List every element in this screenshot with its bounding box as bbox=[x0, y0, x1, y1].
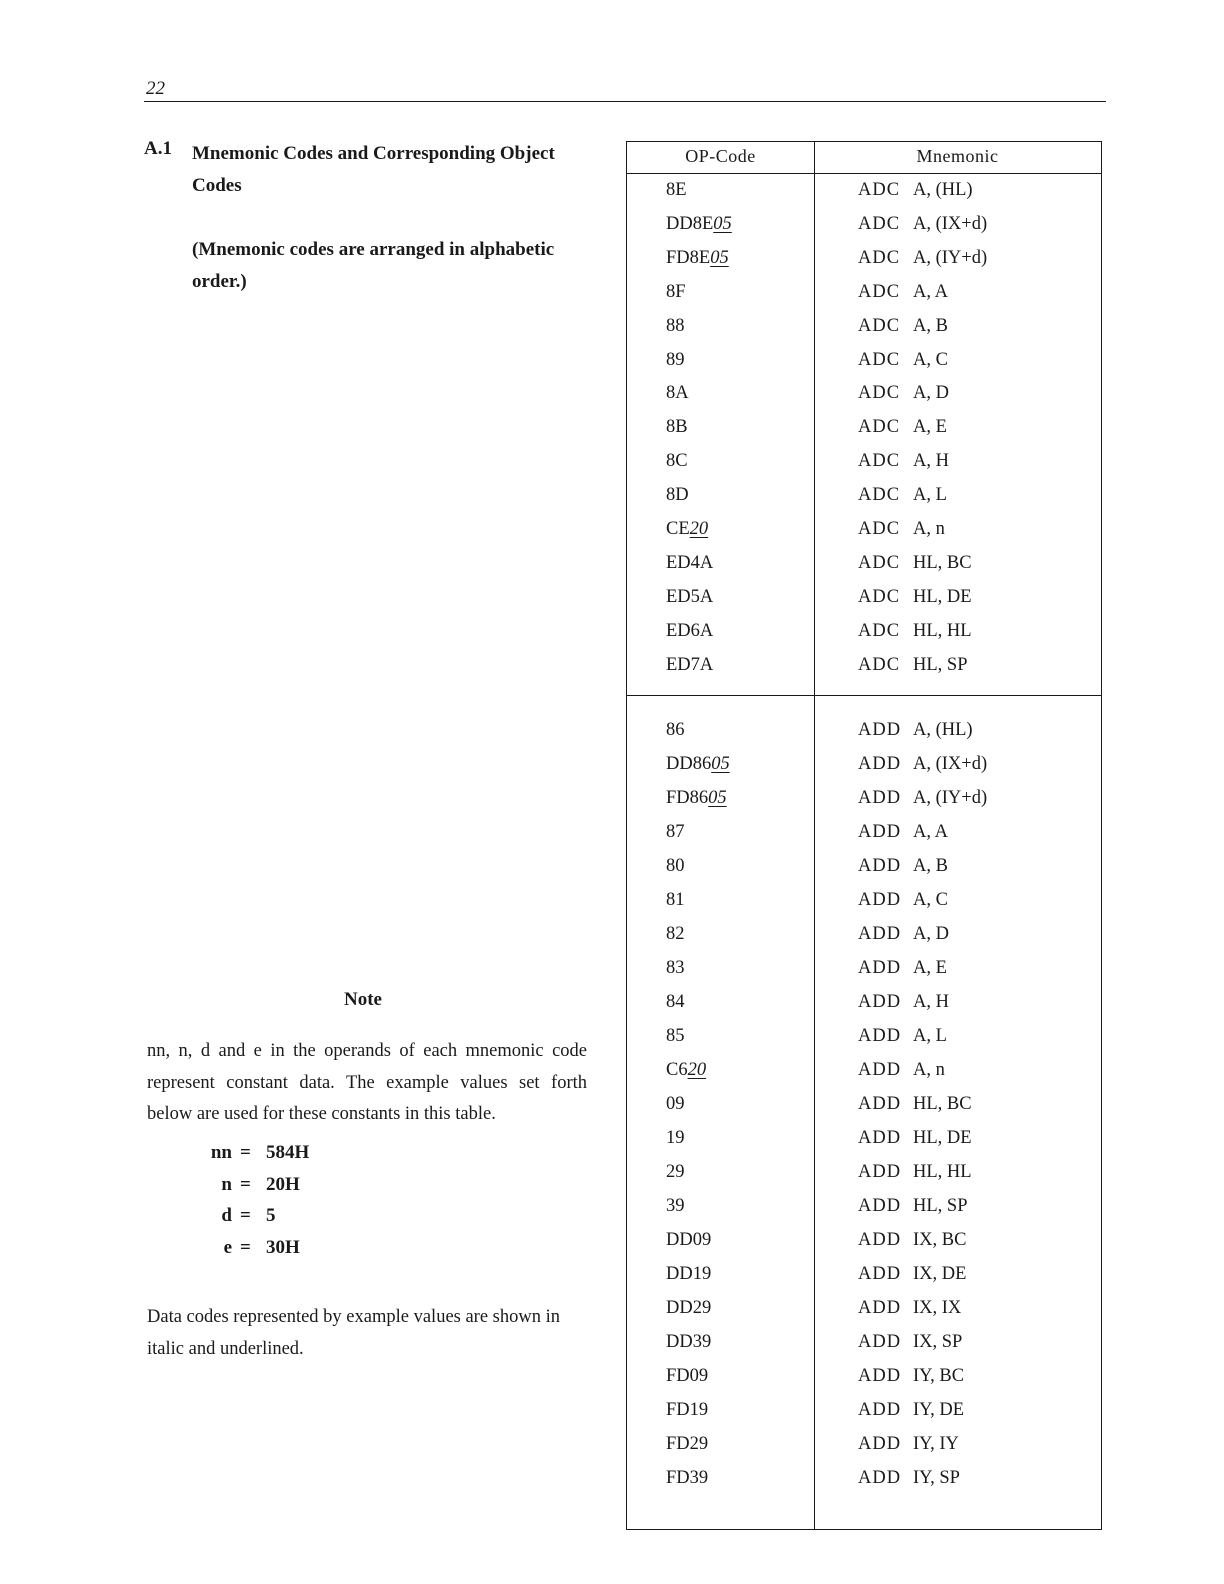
table-row bbox=[627, 549, 1103, 579]
opcode-header: OP-Code bbox=[685, 146, 756, 166]
opcode-table bbox=[626, 141, 1102, 1530]
opcode-text: 89 bbox=[666, 349, 685, 370]
opcode-cell bbox=[666, 958, 685, 979]
operand-cell: A, H bbox=[913, 992, 949, 1012]
table-row bbox=[627, 1430, 1103, 1460]
example-data-code: 20 bbox=[687, 1060, 707, 1080]
opcode-cell bbox=[666, 1434, 708, 1455]
opcode-text: 87 bbox=[666, 822, 685, 842]
opcode-text: DD09 bbox=[666, 1230, 712, 1250]
operand-cell: A, A bbox=[913, 822, 948, 842]
opcode-cell bbox=[666, 1366, 708, 1387]
operand-cell: HL, SP bbox=[913, 1196, 968, 1216]
instruction-cell: ADC bbox=[858, 586, 901, 607]
instruction-cell: ADC bbox=[858, 519, 901, 539]
operand-cell: A, (IX+d) bbox=[913, 213, 988, 234]
opcode-cell bbox=[666, 1298, 711, 1319]
instruction-cell: ADC bbox=[858, 213, 901, 234]
table-row bbox=[627, 750, 1103, 780]
instruction-cell: ADD bbox=[858, 1332, 902, 1352]
opcode-cell bbox=[666, 1332, 711, 1353]
opcode-text: 80 bbox=[666, 856, 685, 876]
instruction-cell: ADD bbox=[858, 1230, 902, 1250]
table-row bbox=[627, 954, 1103, 984]
operand-cell: IY, IY bbox=[913, 1434, 959, 1454]
instruction-cell: ADD bbox=[858, 788, 902, 808]
instruction-cell: ADC bbox=[858, 451, 901, 472]
table-row bbox=[627, 818, 1103, 848]
opcode-text: 83 bbox=[666, 958, 685, 978]
instruction-cell: ADC bbox=[858, 247, 901, 268]
opcode-cell bbox=[666, 1026, 685, 1047]
instruction-cell: ADC bbox=[858, 654, 901, 675]
constant-value: 5 bbox=[266, 1205, 276, 1226]
opcode-text: 84 bbox=[666, 992, 685, 1012]
table-row bbox=[627, 515, 1103, 545]
opcode-text: 8B bbox=[666, 417, 688, 438]
instruction-cell: ADD bbox=[858, 754, 902, 774]
operand-cell: HL, HL bbox=[913, 620, 972, 641]
opcode-text: 8D bbox=[666, 485, 689, 506]
instruction-cell: ADD bbox=[858, 1060, 902, 1080]
opcode-text: DD39 bbox=[666, 1332, 712, 1352]
opcode-text: 8F bbox=[666, 281, 686, 302]
opcode-text: 88 bbox=[666, 315, 685, 336]
operand-cell: A, D bbox=[913, 924, 949, 944]
opcode-text: 19 bbox=[666, 1128, 685, 1148]
opcode-text: FD39 bbox=[666, 1468, 709, 1488]
instruction-cell: ADD bbox=[858, 924, 902, 944]
table-row bbox=[627, 278, 1103, 308]
table-row bbox=[627, 1362, 1103, 1392]
example-data-code: 05 bbox=[710, 247, 729, 268]
opcode-cell bbox=[666, 822, 685, 843]
table-row bbox=[627, 920, 1103, 950]
opcode-cell bbox=[666, 383, 689, 404]
instruction-cell: ADC bbox=[858, 620, 901, 641]
operand-cell: A, L bbox=[913, 485, 947, 506]
operand-cell: IY, DE bbox=[913, 1400, 965, 1420]
opcode-text: DD29 bbox=[666, 1298, 712, 1318]
table-row bbox=[627, 210, 1103, 240]
table-row bbox=[627, 617, 1103, 647]
opcode-cell bbox=[666, 1060, 706, 1081]
operand-cell: A, B bbox=[913, 315, 948, 336]
table-row bbox=[627, 1396, 1103, 1426]
header-divider bbox=[627, 173, 1101, 174]
opcode-text: C6 bbox=[666, 1060, 688, 1080]
operand-cell: A, C bbox=[913, 349, 948, 370]
opcode-cell bbox=[666, 485, 689, 506]
section-subtitle: (Mnemonic codes are arranged in alphabetic order.) bbox=[192, 239, 555, 292]
operand-cell: A, A bbox=[913, 281, 948, 302]
constant-symbol: d bbox=[221, 1205, 232, 1226]
opcode-text: 8A bbox=[666, 383, 689, 404]
opcode-cell bbox=[666, 924, 685, 945]
constant-equals: = bbox=[240, 1173, 251, 1195]
table-row bbox=[627, 346, 1103, 376]
operand-cell: HL, HL bbox=[913, 1162, 972, 1182]
opcode-text: FD29 bbox=[666, 1434, 709, 1454]
opcode-cell bbox=[666, 316, 685, 337]
table-row bbox=[627, 1294, 1103, 1324]
example-data-code: 05 bbox=[708, 788, 727, 808]
constant-equals: = bbox=[240, 1142, 251, 1163]
operand-cell: IX, BC bbox=[913, 1230, 967, 1250]
table-row bbox=[627, 1192, 1103, 1222]
opcode-cell bbox=[666, 553, 713, 574]
opcode-cell bbox=[666, 1230, 711, 1251]
table-row bbox=[627, 852, 1103, 882]
operand-cell: A, L bbox=[913, 1026, 947, 1046]
table-row bbox=[627, 413, 1103, 443]
instruction-cell: ADD bbox=[858, 1026, 902, 1046]
constant-symbol: e bbox=[223, 1236, 232, 1258]
opcode-text: 09 bbox=[666, 1094, 685, 1114]
page-number: 22 bbox=[146, 78, 165, 99]
opcode-text: ED5A bbox=[666, 586, 714, 607]
opcode-cell bbox=[666, 587, 713, 608]
operand-cell: HL, DE bbox=[913, 586, 972, 607]
opcode-cell bbox=[666, 214, 732, 235]
instruction-cell: ADD bbox=[858, 1298, 902, 1318]
operand-cell: A, B bbox=[913, 856, 948, 876]
operand-cell: HL, SP bbox=[913, 654, 968, 675]
table-row bbox=[627, 312, 1103, 342]
operand-cell: A, E bbox=[913, 417, 947, 438]
instruction-cell: ADD bbox=[858, 1196, 902, 1216]
table-row bbox=[627, 1056, 1103, 1086]
operand-cell: A, D bbox=[913, 383, 949, 404]
opcode-text: 85 bbox=[666, 1026, 685, 1046]
opcode-text: 8C bbox=[666, 451, 688, 472]
example-data-code: 05 bbox=[713, 213, 732, 234]
opcode-text: ED7A bbox=[666, 654, 714, 675]
opcode-cell bbox=[666, 1094, 685, 1115]
opcode-cell bbox=[666, 1468, 708, 1489]
opcode-text: 86 bbox=[666, 720, 685, 740]
instruction-cell: ADC bbox=[858, 485, 901, 506]
operand-cell: IX, SP bbox=[913, 1332, 963, 1352]
opcode-cell bbox=[666, 890, 685, 911]
header-rule bbox=[144, 101, 1106, 102]
opcode-cell bbox=[666, 788, 727, 809]
opcode-text: DD86 bbox=[666, 754, 712, 774]
opcode-cell bbox=[666, 1128, 685, 1149]
opcode-cell bbox=[666, 417, 688, 438]
opcode-text: ED6A bbox=[666, 620, 714, 641]
table-row bbox=[627, 988, 1103, 1018]
section-number: A.1 bbox=[144, 138, 172, 159]
table-row bbox=[627, 1090, 1103, 1120]
table-row bbox=[627, 583, 1103, 613]
group-divider bbox=[627, 695, 1101, 696]
instruction-cell: ADC bbox=[858, 180, 901, 200]
opcode-text: ED4A bbox=[666, 552, 714, 573]
example-data-code: 05 bbox=[711, 754, 730, 774]
instruction-cell: ADC bbox=[858, 417, 901, 438]
opcode-cell bbox=[666, 621, 713, 642]
mnemonic-header: Mnemonic bbox=[916, 146, 999, 166]
operand-cell: A, (IY+d) bbox=[913, 247, 988, 268]
opcode-text: FD19 bbox=[666, 1400, 709, 1420]
opcode-cell bbox=[666, 180, 687, 201]
opcode-text: DD8E bbox=[666, 213, 714, 234]
opcode-text: 81 bbox=[666, 890, 685, 910]
opcode-text: 8E bbox=[666, 180, 687, 200]
constant-value: 30H bbox=[266, 1236, 300, 1258]
instruction-cell: ADD bbox=[858, 856, 902, 876]
operand-cell: IX, IX bbox=[913, 1298, 962, 1318]
constant-equals: = bbox=[240, 1205, 251, 1226]
instruction-cell: ADD bbox=[858, 822, 902, 842]
note-heading: Note bbox=[344, 989, 382, 1010]
table-row bbox=[627, 379, 1103, 409]
data-codes-note: Data codes represented by example values are shown in italic and underlined. bbox=[147, 1307, 561, 1359]
constant-symbol: nn bbox=[210, 1142, 232, 1163]
section-title: Mnemonic Codes and Corresponding Object Codes bbox=[192, 143, 555, 196]
table-row bbox=[627, 886, 1103, 916]
instruction-cell: ADD bbox=[858, 890, 902, 910]
opcode-cell bbox=[666, 856, 685, 877]
note-body: nn, n, d and e in the operands of each mnemonic code represent constant data. The example values set forth below are used for these constants in this table. bbox=[147, 1041, 587, 1124]
instruction-cell: ADD bbox=[858, 1434, 902, 1454]
instruction-cell: ADD bbox=[858, 1264, 902, 1284]
opcode-text: FD86 bbox=[666, 788, 709, 808]
constant-symbol: n bbox=[221, 1173, 232, 1195]
opcode-cell bbox=[666, 992, 685, 1013]
opcode-cell bbox=[666, 720, 685, 741]
opcode-cell bbox=[666, 1264, 711, 1285]
instruction-cell: ADD bbox=[858, 1468, 902, 1488]
instruction-cell: ADC bbox=[858, 315, 901, 336]
instruction-cell: ADD bbox=[858, 1094, 902, 1114]
opcode-cell bbox=[666, 1162, 685, 1183]
operand-cell: A, E bbox=[913, 958, 947, 978]
operand-cell: IX, DE bbox=[913, 1264, 967, 1284]
opcode-cell bbox=[666, 350, 685, 371]
instruction-cell: ADD bbox=[858, 1400, 902, 1420]
instruction-cell: ADD bbox=[858, 720, 902, 740]
table-row bbox=[627, 1328, 1103, 1358]
table-row bbox=[627, 651, 1103, 681]
table-row bbox=[627, 1464, 1103, 1494]
operand-cell: A, (HL) bbox=[913, 720, 973, 740]
table-row bbox=[627, 1022, 1103, 1052]
table-row bbox=[627, 1124, 1103, 1154]
instruction-cell: ADD bbox=[858, 1162, 902, 1182]
table-row bbox=[627, 1260, 1103, 1290]
constant-value: 20H bbox=[266, 1173, 300, 1195]
operand-cell: A, (IY+d) bbox=[913, 788, 988, 808]
opcode-cell bbox=[666, 282, 686, 303]
opcode-text: CE bbox=[666, 519, 690, 539]
table-row bbox=[627, 1158, 1103, 1188]
operand-cell: HL, DE bbox=[913, 1128, 972, 1148]
example-data-code: 20 bbox=[689, 519, 709, 539]
opcode-text: 39 bbox=[666, 1196, 685, 1216]
opcode-text: DD19 bbox=[666, 1264, 712, 1284]
operand-cell: A, C bbox=[913, 890, 948, 910]
operand-cell: A, n bbox=[913, 1060, 945, 1080]
instruction-cell: ADC bbox=[858, 552, 901, 573]
operand-cell: HL, BC bbox=[913, 1094, 972, 1114]
table-row bbox=[627, 1226, 1103, 1256]
operand-cell: A, H bbox=[913, 451, 949, 472]
operand-cell: A, (IX+d) bbox=[913, 754, 988, 774]
opcode-cell bbox=[666, 1400, 708, 1421]
operand-cell: A, (HL) bbox=[913, 180, 973, 200]
operand-cell: IY, SP bbox=[913, 1468, 960, 1488]
opcode-cell bbox=[666, 248, 729, 269]
table-row bbox=[627, 784, 1103, 814]
opcode-cell bbox=[666, 655, 713, 676]
opcode-text: FD09 bbox=[666, 1366, 709, 1386]
instruction-cell: ADD bbox=[858, 1366, 902, 1386]
instruction-cell: ADC bbox=[858, 383, 901, 404]
opcode-cell bbox=[666, 451, 688, 472]
opcode-text: 82 bbox=[666, 924, 685, 944]
constant-equals: = bbox=[240, 1236, 251, 1258]
instruction-cell: ADC bbox=[858, 281, 901, 302]
opcode-cell bbox=[666, 519, 708, 540]
instruction-cell: ADD bbox=[858, 1128, 902, 1148]
opcode-cell bbox=[666, 1196, 685, 1217]
opcode-text: 29 bbox=[666, 1162, 685, 1182]
instruction-cell: ADD bbox=[858, 992, 902, 1012]
operand-cell: HL, BC bbox=[913, 552, 972, 573]
constant-value: 584H bbox=[266, 1142, 310, 1163]
instruction-cell: ADC bbox=[858, 349, 901, 370]
table-row bbox=[627, 481, 1103, 511]
instruction-cell: ADD bbox=[858, 958, 902, 978]
opcode-cell bbox=[666, 754, 730, 775]
table-row bbox=[627, 716, 1103, 746]
table-row bbox=[627, 244, 1103, 274]
table-row bbox=[627, 447, 1103, 477]
operand-cell: A, n bbox=[913, 519, 945, 539]
table-row bbox=[627, 176, 1103, 206]
opcode-text: FD8E bbox=[666, 247, 711, 268]
operand-cell: IY, BC bbox=[913, 1366, 965, 1386]
